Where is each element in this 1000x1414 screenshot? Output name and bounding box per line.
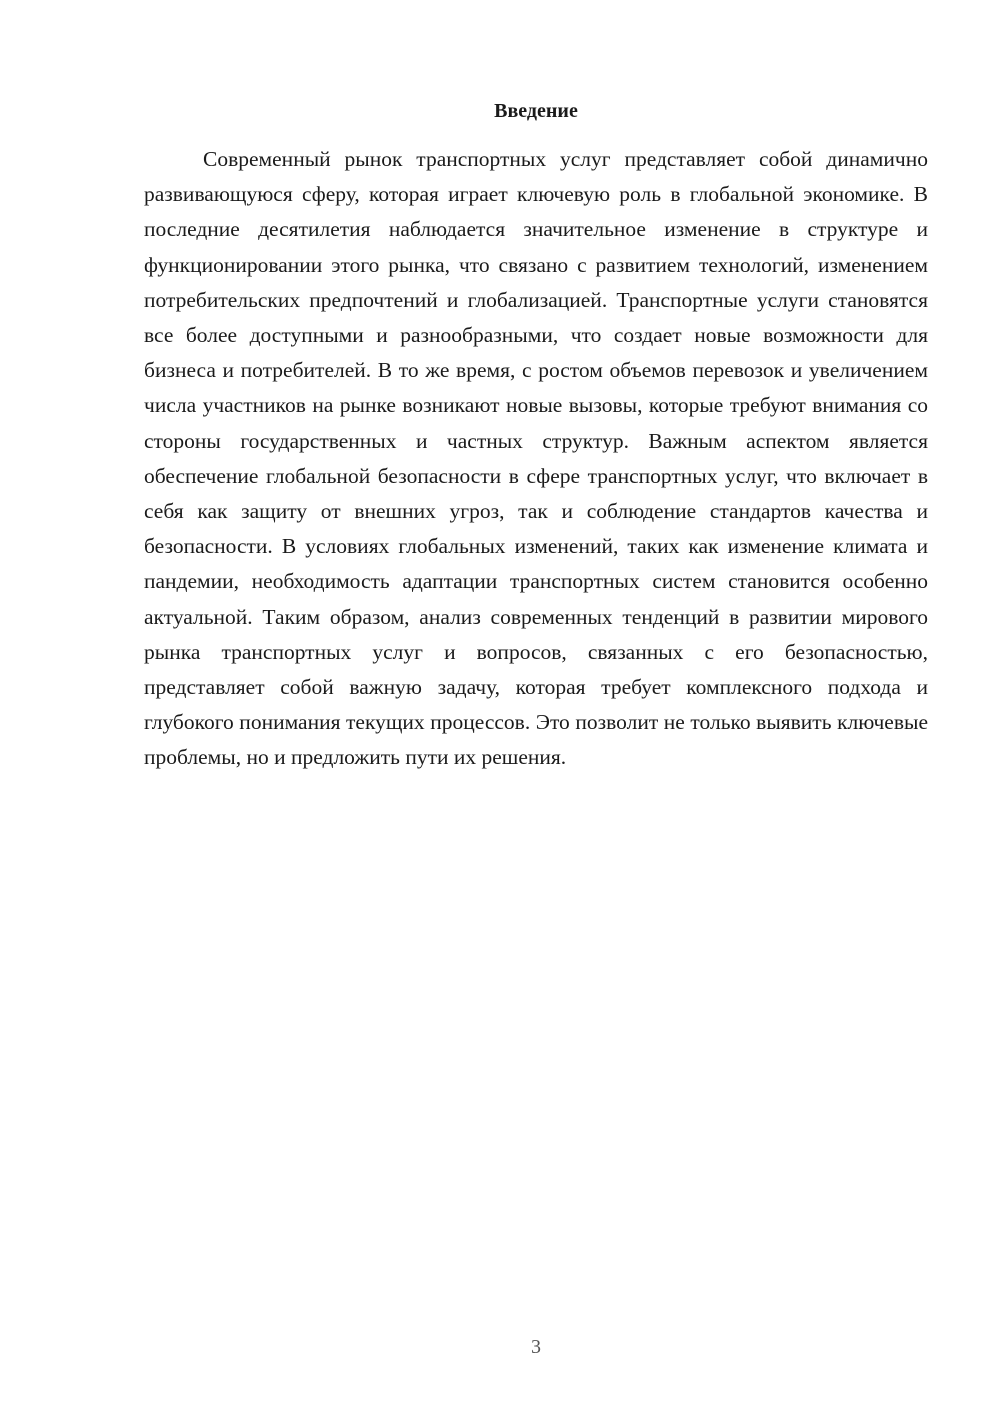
section-heading: Введение (494, 100, 578, 122)
page-number: 3 (531, 1336, 541, 1358)
introduction-paragraph: Современный рынок транспортных услуг представляет собой динамично развивающуюся сферу, которая играет ключевую роль в глобальной экономике. В последние десятилетия наблюдается значительное изменение в структуре и функционировании этого рынка, что связано с развитием технологий, изменением потребительских предпочтений и глобализацией. Транспортные услуги становятся все более доступными и разнообразными, что создает новые возможности для бизнеса и потребителей. В то же время, с ростом объемов перевозок и увеличением числа участников на рынке возникают новые вызовы, которые требуют внимания со стороны государственных и частных структур. Важным аспектом является обеспечение глобальной безопасности в сфере транспортных услуг, что включает в себя как защиту от внешних угроз, так и соблюдение стандартов качества и безопасности. В условиях глобальных изменений, таких как изменение климата и пандемии, необходимость адаптации транспортных систем становится особенно актуальной. Таким образом, анализ современных тенденций в развитии мирового рынка транспортных услуг и вопросов, связанных с его безопасностью, представляет собой важную задачу, которая требует комплексного подхода и глубокого понимания текущих процессов. Это позволит не только выявить ключевые проблемы, но и предложить пути их решения. (144, 147, 928, 770)
